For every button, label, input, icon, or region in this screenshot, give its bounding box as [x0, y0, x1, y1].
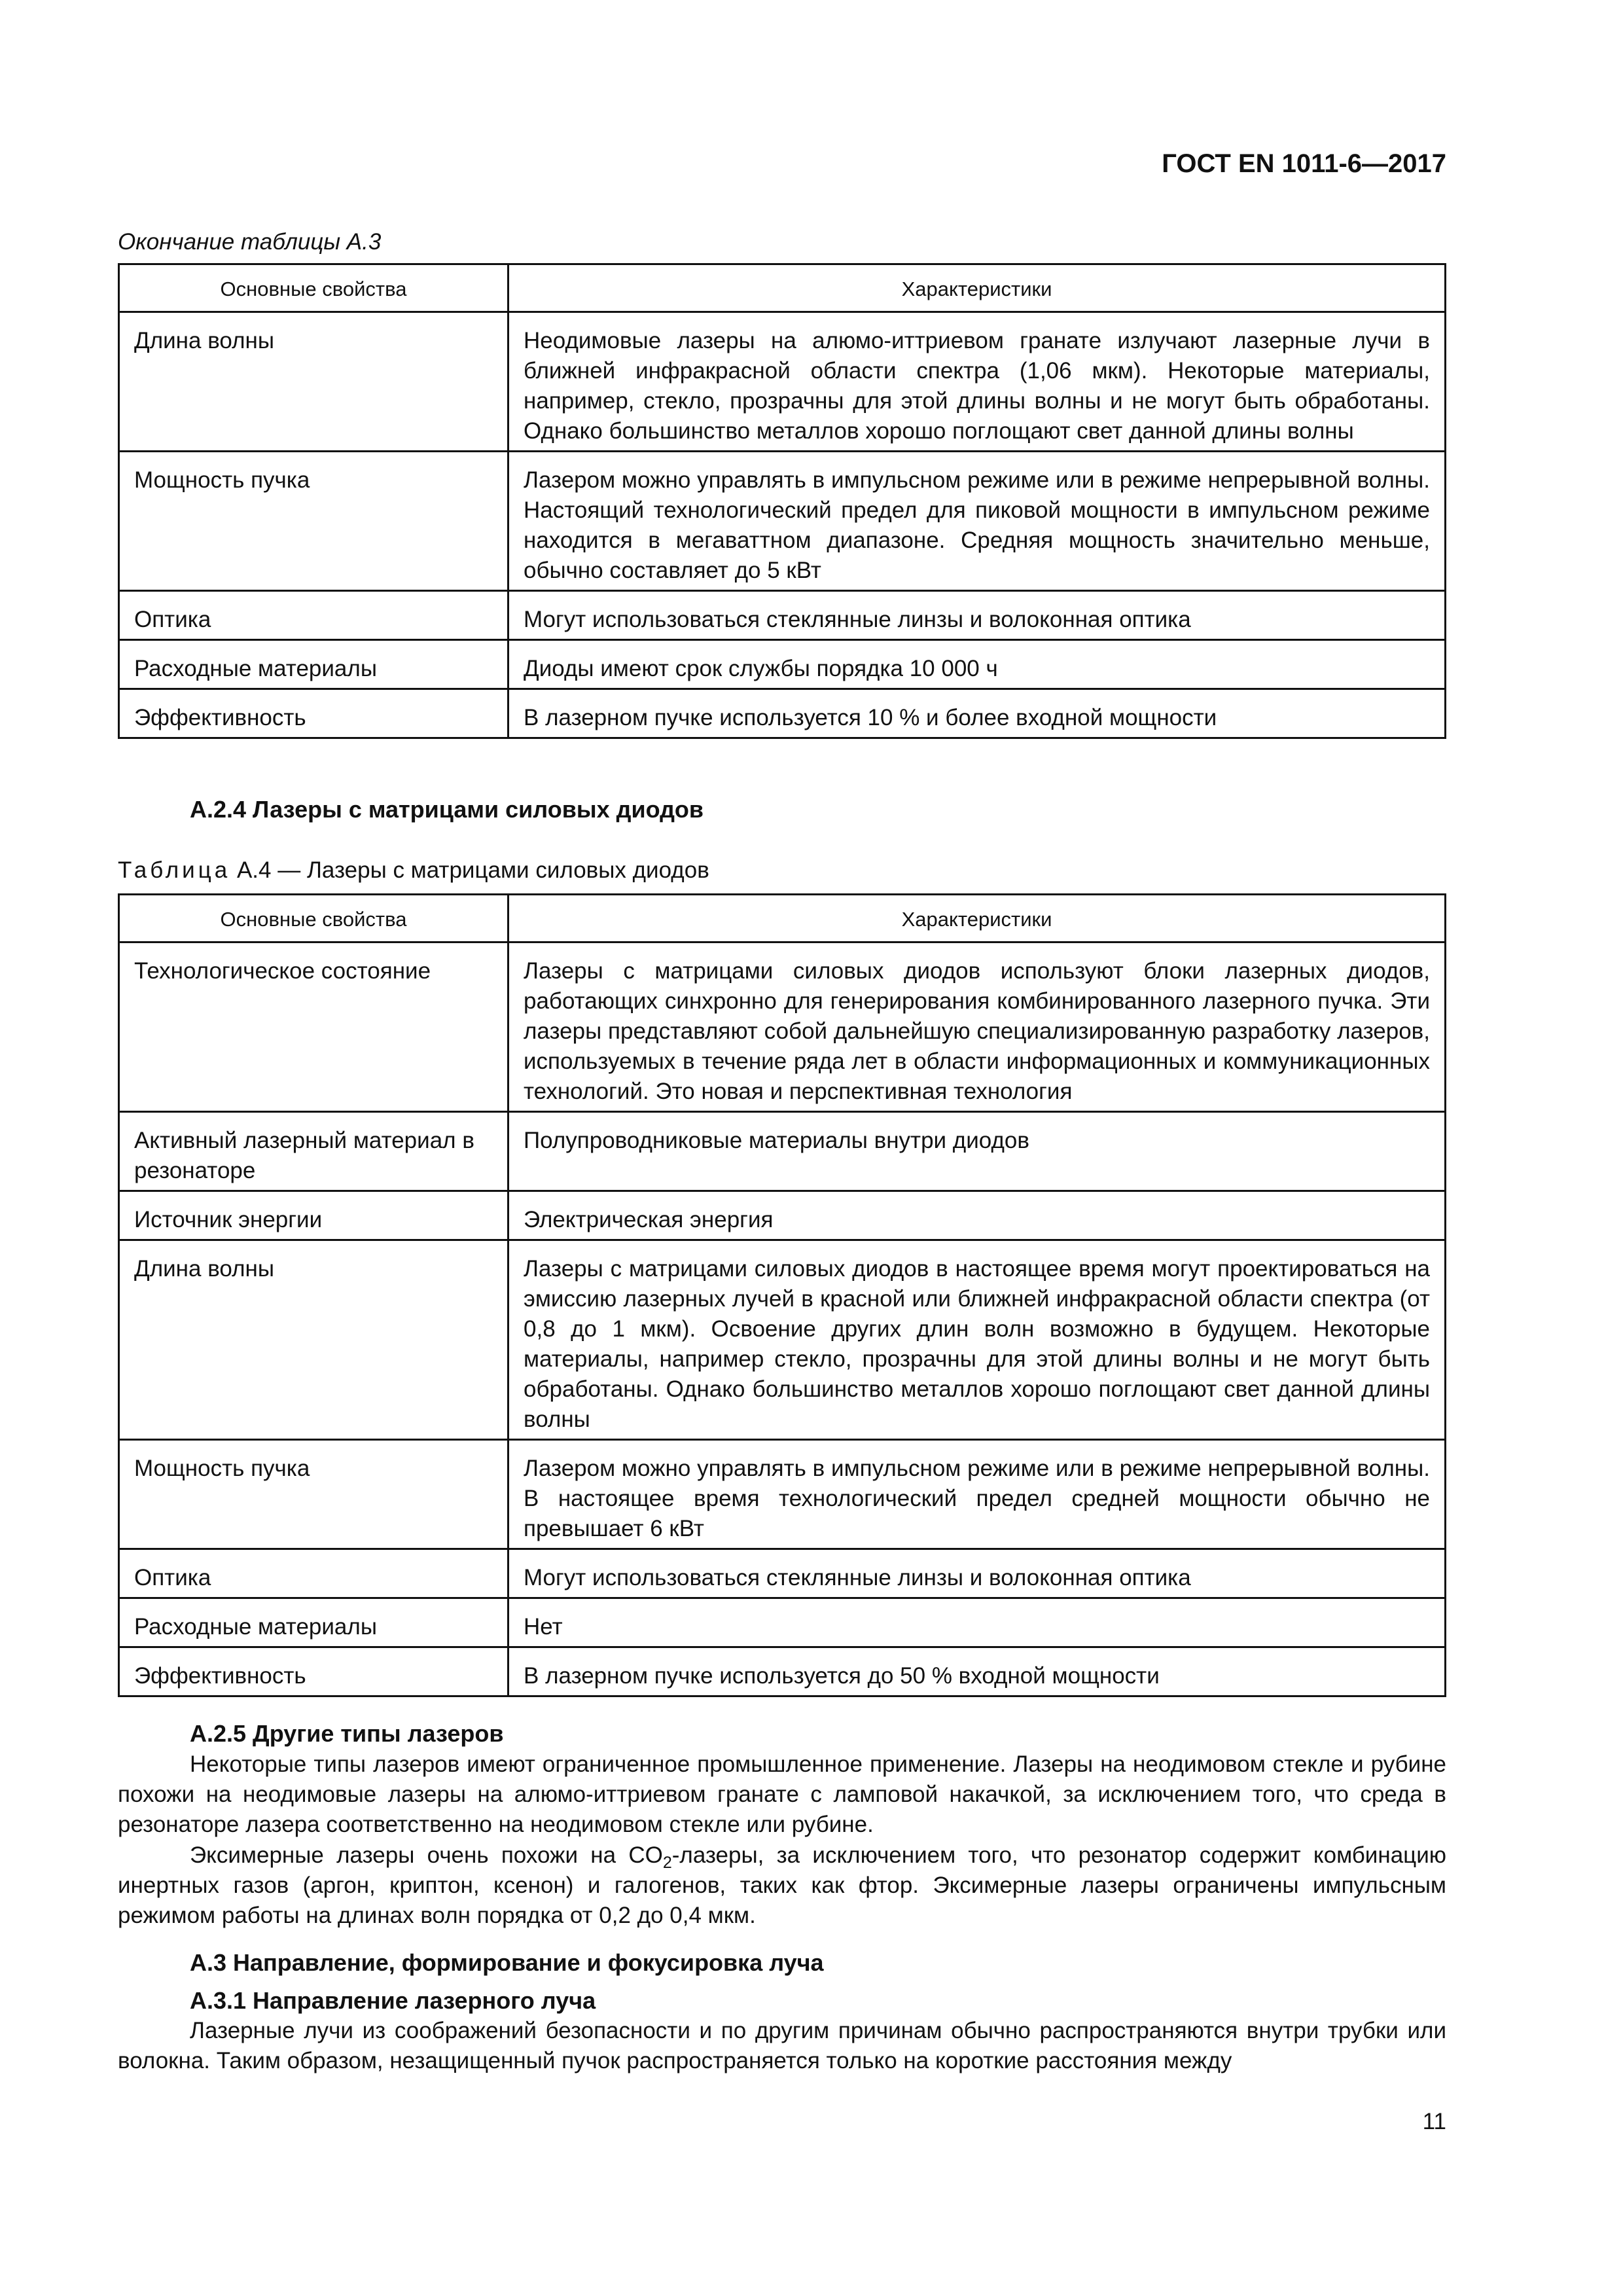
- page-number: 11: [1422, 2109, 1446, 2134]
- paragraph-text: -лазеры, за исключением того, что резонатор содержит комбинацию инертных газов (аргон, криптон, ксенон) и галогенов, таких как фтор. Эксимерные лазеры ограничены импульсным режимом работы на длинах волн порядка от 0,2 до 0,4 мкм.: [118, 1842, 1447, 1928]
- table-header-row: [119, 264, 1446, 312]
- table-row: [119, 591, 1446, 640]
- column-header-characteristics: Характеристики: [508, 264, 1446, 312]
- table-row: [119, 452, 1446, 591]
- paragraph: Некоторые типы лазеров имеют ограниченное промышленное применение. Лазеры на неодимовом стекле и рубине похожи на неодимовые лазеры на алюмо-иттриевом гранате с ламповой накачкой, за исключением того, что среда в резонаторе лазера соответственно на неодимовом стекле или рубине.: [118, 1751, 1446, 1837]
- table-row: [119, 312, 1446, 452]
- row-characteristic: Нет: [508, 1598, 1446, 1647]
- row-property: Расходные материалы: [119, 1598, 508, 1647]
- table-row: [119, 1112, 1446, 1191]
- row-property: Длина волны: [119, 312, 508, 452]
- row-property: Эффективность: [119, 1647, 508, 1696]
- paragraph: [118, 1840, 1446, 1931]
- row-characteristic: Лазером можно управлять в импульсном режиме или в режиме непрерывной волны. Настоящий технологический предел для пиковой мощности в импульсном режиме находится в мегаваттном диапазоне. Средняя мощность значительно меньше, обычно составляет до 5 кВт: [508, 452, 1446, 591]
- table-caption-prefix: Таблица: [118, 857, 231, 883]
- row-characteristic: Могут использоваться стеклянные линзы и волоконная оптика: [508, 1549, 1446, 1598]
- row-characteristic: Диоды имеют срок службы порядка 10 000 ч: [508, 640, 1446, 689]
- row-property: Оптика: [119, 591, 508, 640]
- row-property: Мощность пучка: [119, 452, 508, 591]
- row-property: Источник энергии: [119, 1191, 508, 1240]
- table-row: [119, 1549, 1446, 1598]
- table-row: [119, 640, 1446, 689]
- row-characteristic: Лазеры с матрицами силовых диодов используют блоки лазерных диодов, работающих синхронно для генерирования комбинированного лазерного пучка. Эти лазеры представляют собой дальнейшую специализированную разработку лазеров, используемых в течение ряда лет в области информационных и коммуникационных технологий. Это новая и перспективная технология: [508, 942, 1446, 1112]
- row-characteristic: Электрическая энергия: [508, 1191, 1446, 1240]
- row-characteristic: Лазером можно управлять в импульсном режиме или в режиме непрерывной волны. В настоящее время технологический предел средней мощности обычно не превышает 6 кВт: [508, 1440, 1446, 1549]
- subscript: 2: [662, 1854, 672, 1872]
- row-property: Эффективность: [119, 689, 508, 738]
- table-caption-title: А.4 — Лазеры с матрицами силовых диодов: [230, 857, 709, 883]
- document-number: ГОСТ EN 1011-6—2017: [1162, 149, 1446, 178]
- table-row: [119, 1191, 1446, 1240]
- row-property: Мощность пучка: [119, 1440, 508, 1549]
- table-row: [119, 1440, 1446, 1549]
- section-heading-a24: А.2.4 Лазеры с матрицами силовых диодов: [190, 796, 704, 823]
- row-property: Длина волны: [119, 1240, 508, 1440]
- table-a4: [118, 893, 1446, 1697]
- section-heading-a25: А.2.5 Другие типы лазеров: [190, 1720, 504, 1747]
- column-header-property: Основные свойства: [119, 264, 508, 312]
- row-property: Расходные материалы: [119, 640, 508, 689]
- table-a4-caption: [118, 857, 709, 884]
- row-characteristic: Полупроводниковые материалы внутри диодов: [508, 1112, 1446, 1191]
- row-characteristic: В лазерном пучке используется 10 % и более входной мощности: [508, 689, 1446, 738]
- table-row: [119, 1240, 1446, 1440]
- section-heading-a31: А.3.1 Направление лазерного луча: [190, 1987, 596, 2014]
- table-row: [119, 689, 1446, 738]
- row-property: Оптика: [119, 1549, 508, 1598]
- row-characteristic: Могут использоваться стеклянные линзы и волоконная оптика: [508, 591, 1446, 640]
- paragraph-text: Эксимерные лазеры очень похожи на CO: [190, 1842, 663, 1868]
- table-header-row: [119, 895, 1446, 942]
- column-header-property: Основные свойства: [119, 895, 508, 942]
- row-characteristic: Неодимовые лазеры на алюмо-иттриевом гранате излучают лазерные лучи в ближней инфракрасной области спектра (1,06 мкм). Некоторые материалы, например, стекло, прозрачны для этой длины волны и не могут быть обработаны. Однако большинство металлов хорошо поглощают свет данной длины волны: [508, 312, 1446, 452]
- column-header-characteristics: Характеристики: [508, 895, 1446, 942]
- row-characteristic: Лазеры с матрицами силовых диодов в настоящее время могут проектироваться на эмиссию лазерных лучей в красной или ближней инфракрасной области спектра (от 0,8 до 1 мкм). Освоение других длин волн возможно в будущем. Некоторые материалы, например стекло, прозрачны для этой длины волны и не могут быть обработаны. Однако большинство металлов хорошо поглощают свет данной длины волны: [508, 1240, 1446, 1440]
- row-property: Технологическое состояние: [119, 942, 508, 1112]
- row-property: Активный лазерный материал в резонаторе: [119, 1112, 508, 1191]
- table-row: [119, 1598, 1446, 1647]
- table-row: [119, 1647, 1446, 1696]
- table-row: [119, 942, 1446, 1112]
- row-characteristic: В лазерном пучке используется до 50 % входной мощности: [508, 1647, 1446, 1696]
- section-heading-a3: А.3 Направление, формирование и фокусировка луча: [190, 1949, 824, 1976]
- paragraph: Лазерные лучи из соображений безопасности и по другим причинам обычно распространяются внутри трубки или волокна. Таким образом, незащищенный пучок распространяется только на короткие расстояния между: [118, 2018, 1446, 2073]
- table-a3-end: [118, 263, 1446, 739]
- table-a3-continuation-caption: Окончание таблицы А.3: [118, 229, 382, 255]
